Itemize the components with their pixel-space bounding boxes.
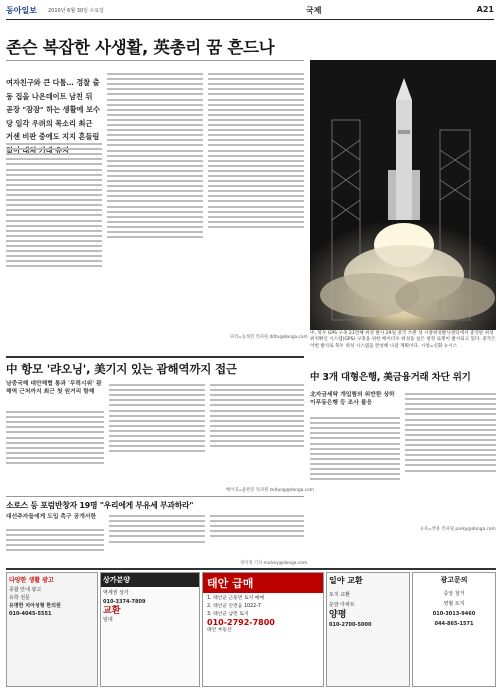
article3-byline: 뉴욕=박용 특파원 parky@donga.com xyxy=(420,527,496,532)
ad5-line: 영월 토지 xyxy=(443,601,465,607)
ad5-phone: 010-3013-9460 xyxy=(432,611,476,617)
photo-credit: 시창=신화 뉴시스 xyxy=(420,343,458,349)
article4-divider xyxy=(6,496,304,497)
article2-body-col1 xyxy=(6,408,104,494)
ad2-line: 임대 xyxy=(103,617,113,623)
ad3-title: 태안 급매 xyxy=(203,573,323,593)
ad2-title: 상가분양 xyxy=(101,573,199,587)
article1-body-col1 xyxy=(6,140,102,340)
article2-byline: 베이징=윤완준 특파원 zeitung@donga.com xyxy=(226,488,314,493)
article2-body-col2 xyxy=(109,381,205,494)
ad3-line: 2. 태안군 안면읍 1022-7 xyxy=(207,604,261,609)
ad-block-3[interactable] xyxy=(202,572,324,687)
ad4-line: 양평 xyxy=(329,610,347,620)
article1-byline: 파리=동정민 특파원 ditto@donga.com xyxy=(230,335,308,340)
ad5-line: 중앙 철거 xyxy=(443,591,465,597)
article2-headline: 中 항모 '랴오닝', 美기지 있는 괌해역까지 접근 xyxy=(6,362,237,376)
ad4-line: 토지 교환 xyxy=(329,592,350,598)
section-divider xyxy=(6,356,304,358)
article3-body-col2 xyxy=(405,390,496,524)
ad2-phone: 010-3374-7809 xyxy=(103,599,146,605)
headline-divider xyxy=(6,60,304,61)
ad1-phone: 010-4045-5551 xyxy=(9,611,52,617)
ad4-title: 일야 교환 xyxy=(329,576,363,585)
ad3-line: 1. 태안군 근흥면 토지 매매 xyxy=(207,596,265,601)
ad5-title: 광고문의 xyxy=(440,576,468,584)
ad3-phone: 010-2792-7800 xyxy=(207,618,275,627)
ads-divider xyxy=(6,568,496,570)
photo-caption xyxy=(310,331,496,350)
ad-block-4[interactable] xyxy=(326,572,410,687)
article3-body-col1 xyxy=(310,414,400,524)
article1-lede: 여자친구와 큰 다툼… 경찰 출동 집을 나온데이트 남친 뒤 곧장 "잠잠" 하는 생활에 보수당 일각 우려의 목소리 최근 거센 비판 중에도 지지 흔들림 xyxy=(6,78,100,141)
article4-byline: 정미경 기자 mickey@donga.com xyxy=(240,561,308,566)
page-number: A21 xyxy=(476,5,494,14)
ad-block-1[interactable] xyxy=(6,572,98,687)
ad1-title: 다양한 생활 광고 xyxy=(9,577,54,584)
article3-kicker: 北자금세탁 개입혐의 위반한 상하이푸동은행 등 조사 불응 xyxy=(310,392,395,406)
article1-body-col2 xyxy=(107,70,203,340)
ad1-line: 유학 전문 xyxy=(9,595,30,601)
article4-body-col2 xyxy=(109,512,205,566)
section-label: 국제 xyxy=(306,6,322,15)
ad1-line: 종합 안내 광고 xyxy=(9,587,42,593)
masthead xyxy=(6,4,494,20)
ad5-phone: 044-865-1571 xyxy=(434,621,474,627)
ad3-line: 태안 부동산 xyxy=(207,628,232,633)
article3-headline: 中 3개 대형은행, 美금융거래 차단 위기 xyxy=(310,372,471,383)
ad1-line: 유명한 치아성형 한의원 xyxy=(9,603,61,609)
article1-body-col3 xyxy=(208,70,304,332)
article4-kicker: 대선주자들에게 도입 촉구 공개서한 xyxy=(6,514,97,520)
article2-kicker: 남중국해 대만해협 통과 '무력시위' 괌해역 근처까지 최근 첫 원거리 항해 xyxy=(6,381,102,395)
article4-body-col1 xyxy=(6,526,104,566)
ad3-line: 3. 태안군 남면 토지 xyxy=(207,612,249,617)
issue-date: 2010년 6월 30일 수요일 xyxy=(48,8,105,14)
article1-headline: 존슨 복잡한 사생활, 英총리 꿈 흔드나 xyxy=(6,38,275,57)
ad-block-5[interactable] xyxy=(412,572,496,687)
ad4-line: 운암 아파트 xyxy=(329,602,355,608)
article2-body-col3 xyxy=(210,381,304,486)
ad-block-2[interactable] xyxy=(100,572,200,687)
ad2-line: 교환 xyxy=(103,606,121,616)
rocket-launch-illustration xyxy=(310,60,496,330)
ad4-phone: 010-2700-5000 xyxy=(329,622,372,628)
ad2-line: 역세권 상가 xyxy=(103,590,129,596)
article4-headline: 소로스 등 포럼반창자 19명 "우리에게 부유세 부과하라" xyxy=(6,501,194,510)
article4-body-col3 xyxy=(210,512,304,558)
newspaper-logo: 동아일보 xyxy=(6,6,37,15)
rocket-launch-photo xyxy=(310,60,496,330)
photo-caption-text: 中, 북두 GPS 구축 21번째 위성 발사 29일 중국 쓰촨 성 시창위성발사센터에서 중국판 위성위치확인 시스템(GPS) 구축을 위한 베이더우 위성을 실은 창정 로켓이 발사되고 있다. 중국은 이번 발사로 북두 위성 시스템을 완성해 나갈 계획이다. xyxy=(310,331,496,349)
